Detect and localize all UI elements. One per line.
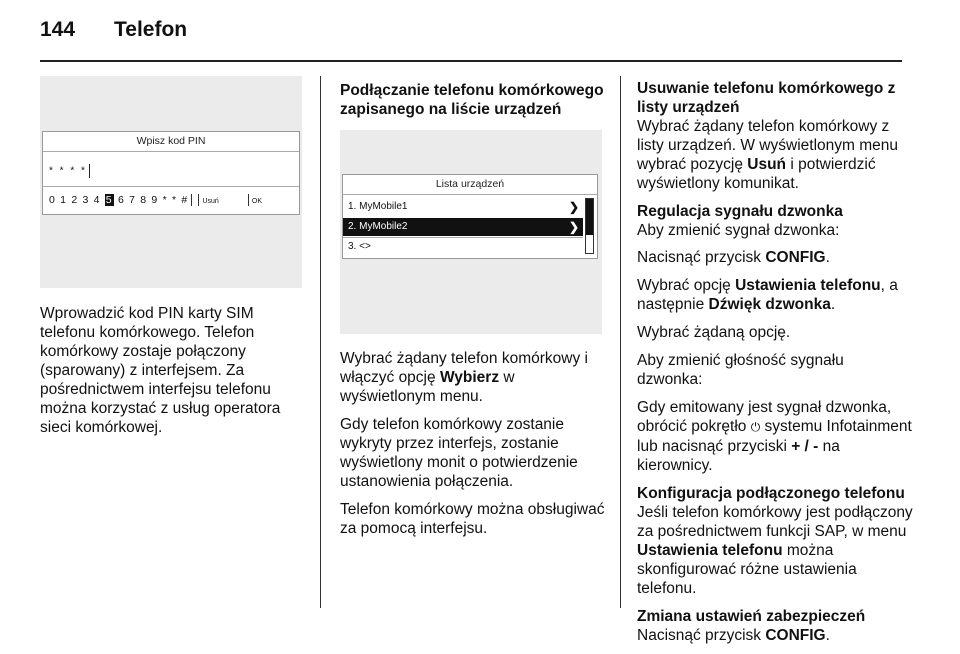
- option-phone-settings: Ustawienia telefonu: [637, 542, 783, 559]
- list-scrollbar: [585, 198, 594, 254]
- section-security: [637, 607, 913, 645]
- select-settings-paragraph: [637, 276, 913, 314]
- text-run: Wybrać opcję: [637, 277, 736, 294]
- keypad-separator: [198, 194, 199, 206]
- text-run: można skonfigurować różne ustawienia telefonu.: [637, 542, 857, 597]
- keypad-keys-right: 6 7 8 9 * * #: [113, 193, 189, 206]
- operation-paragraph: Telefon komórkowy można obsługiwać za pomocą interfejsu.: [340, 501, 605, 537]
- text-run: na kierownicy.: [637, 438, 840, 474]
- device-list-item: [343, 198, 583, 216]
- keypad-divider: [43, 186, 299, 187]
- select-phone-paragraph: [340, 349, 610, 406]
- device-list-item: [343, 238, 583, 256]
- option-ringtone: Dźwięk dzwonka: [708, 296, 831, 313]
- text-run: Aby zmienić sygnał dzwonka:: [637, 222, 840, 239]
- plus-minus-buttons: + / -: [791, 438, 819, 455]
- text-run: .: [825, 249, 830, 266]
- column-3-text: [637, 79, 913, 654]
- screen-title: Wpisz kod PIN: [136, 135, 206, 147]
- section-heading-security: Zmiana ustawień zabezpieczeń: [637, 608, 866, 625]
- option-wybierz: Wybierz: [439, 369, 500, 386]
- option-phone-settings: Ustawienia telefonu: [735, 277, 881, 294]
- section-heading-remove: Usuwanie telefonu komórkowego z listy urządzeń: [637, 80, 896, 116]
- keypad-key-selected: 5: [105, 193, 113, 206]
- pin-entry-field: [49, 164, 90, 178]
- section-ringtone: [637, 202, 913, 240]
- pin-entry-screen: [42, 131, 300, 215]
- device-list-item-selected: [343, 218, 583, 236]
- text-run: Wybrać żądany telefon komórkowy z listy urządzeń. W wyświetlonym menu wybrać pozycję: [637, 118, 898, 173]
- volume-intro-paragraph: Aby zmienić głośność sygnału dzwonka:: [637, 352, 844, 388]
- page-number: 144: [40, 18, 76, 41]
- text-run: Jeśli telefon komórkowy jest podłączony za pośrednictwem funkcji SAP, w menu: [637, 504, 913, 540]
- text-run: Gdy emitowany jest sygnał dzwonka, obrócić pokrętło: [637, 399, 892, 435]
- text-cursor: [89, 164, 90, 178]
- delete-key: Usuń: [202, 197, 219, 205]
- device-list-screen: [342, 174, 598, 259]
- keypad-separator: [191, 194, 192, 206]
- text-run: Wybrać żądany telefon komórkowy i włączyć opcję: [340, 350, 588, 386]
- keypad-keys-left: 0 1 2 3 4: [49, 193, 105, 206]
- text-run: i potwierdzić wyświetlony komunikat.: [637, 156, 876, 192]
- pin-entered-value: * * * *: [49, 165, 87, 177]
- pin-instructions: Wprowadzić kod PIN karty SIM telefonu komórkowego. Telefon komórkowy zostaje połączony (sparowany) z interfejsem. Za pośrednictwem interfejsu telefonu można korzystać z usług operatora sieci komórkowej.: [40, 305, 281, 436]
- section-heading-connect: Podłączanie telefonu komórkowego zapisanego na liście urządzeń: [340, 82, 604, 118]
- section-remove-phone: [637, 79, 913, 193]
- text-run: w wyświetlonym menu.: [340, 369, 515, 405]
- chevron-right-icon: ❯: [568, 200, 579, 214]
- text-run: , a następnie: [637, 277, 898, 313]
- text-run: Nacisnąć przycisk: [637, 249, 766, 266]
- screen-title-divider: [343, 194, 597, 195]
- page-title: Telefon: [114, 18, 188, 41]
- button-config: CONFIG: [765, 627, 826, 644]
- screen-title-divider: [43, 151, 299, 152]
- volume-paragraph: [637, 398, 913, 475]
- option-usun: Usuń: [747, 156, 787, 173]
- text-run: Nacisnąć przycisk: [637, 627, 766, 644]
- text-run: systemu Infotainment lub nacisnąć przyciski: [637, 418, 912, 455]
- pin-keypad: [49, 194, 262, 206]
- device-name: 2. MyMobile2: [348, 221, 408, 232]
- power-knob-icon: ⏻: [750, 420, 761, 434]
- device-name: 3. <>: [348, 241, 371, 252]
- keypad-separator: [248, 194, 249, 206]
- text-run: .: [830, 296, 836, 313]
- header-rule: [40, 60, 902, 62]
- scrollbar-thumb: [586, 199, 593, 235]
- detection-paragraph: Gdy telefon komórkowy zostanie wykryty przez interfejs, zostanie wyświetlony monit o potwierdzenie ustanowienia połączenia.: [340, 416, 578, 490]
- column-2-text: [340, 349, 610, 547]
- screen-title: Lista urządzeń: [435, 178, 505, 190]
- column-divider-2: [620, 76, 621, 608]
- chevron-right-icon: ❯: [568, 220, 579, 234]
- press-config-paragraph: [637, 248, 913, 267]
- section-configure-phone: [637, 484, 913, 598]
- device-name: 1. MyMobile1: [348, 201, 408, 212]
- section-heading-configure: Konfiguracja podłączonego telefonu: [637, 485, 905, 502]
- device-list-illustration: [340, 130, 602, 334]
- column-2-heading: [340, 81, 605, 119]
- pin-screen-illustration: [40, 76, 302, 288]
- text-run: .: [825, 627, 830, 644]
- column-divider-1: [320, 76, 321, 608]
- column-1-text: [40, 304, 304, 446]
- section-heading-ringtone: Regulacja sygnału dzwonka: [637, 203, 843, 220]
- select-option-paragraph: Wybrać żądaną opcję.: [637, 324, 791, 341]
- ok-key: OK: [251, 197, 263, 205]
- button-config: CONFIG: [765, 249, 826, 266]
